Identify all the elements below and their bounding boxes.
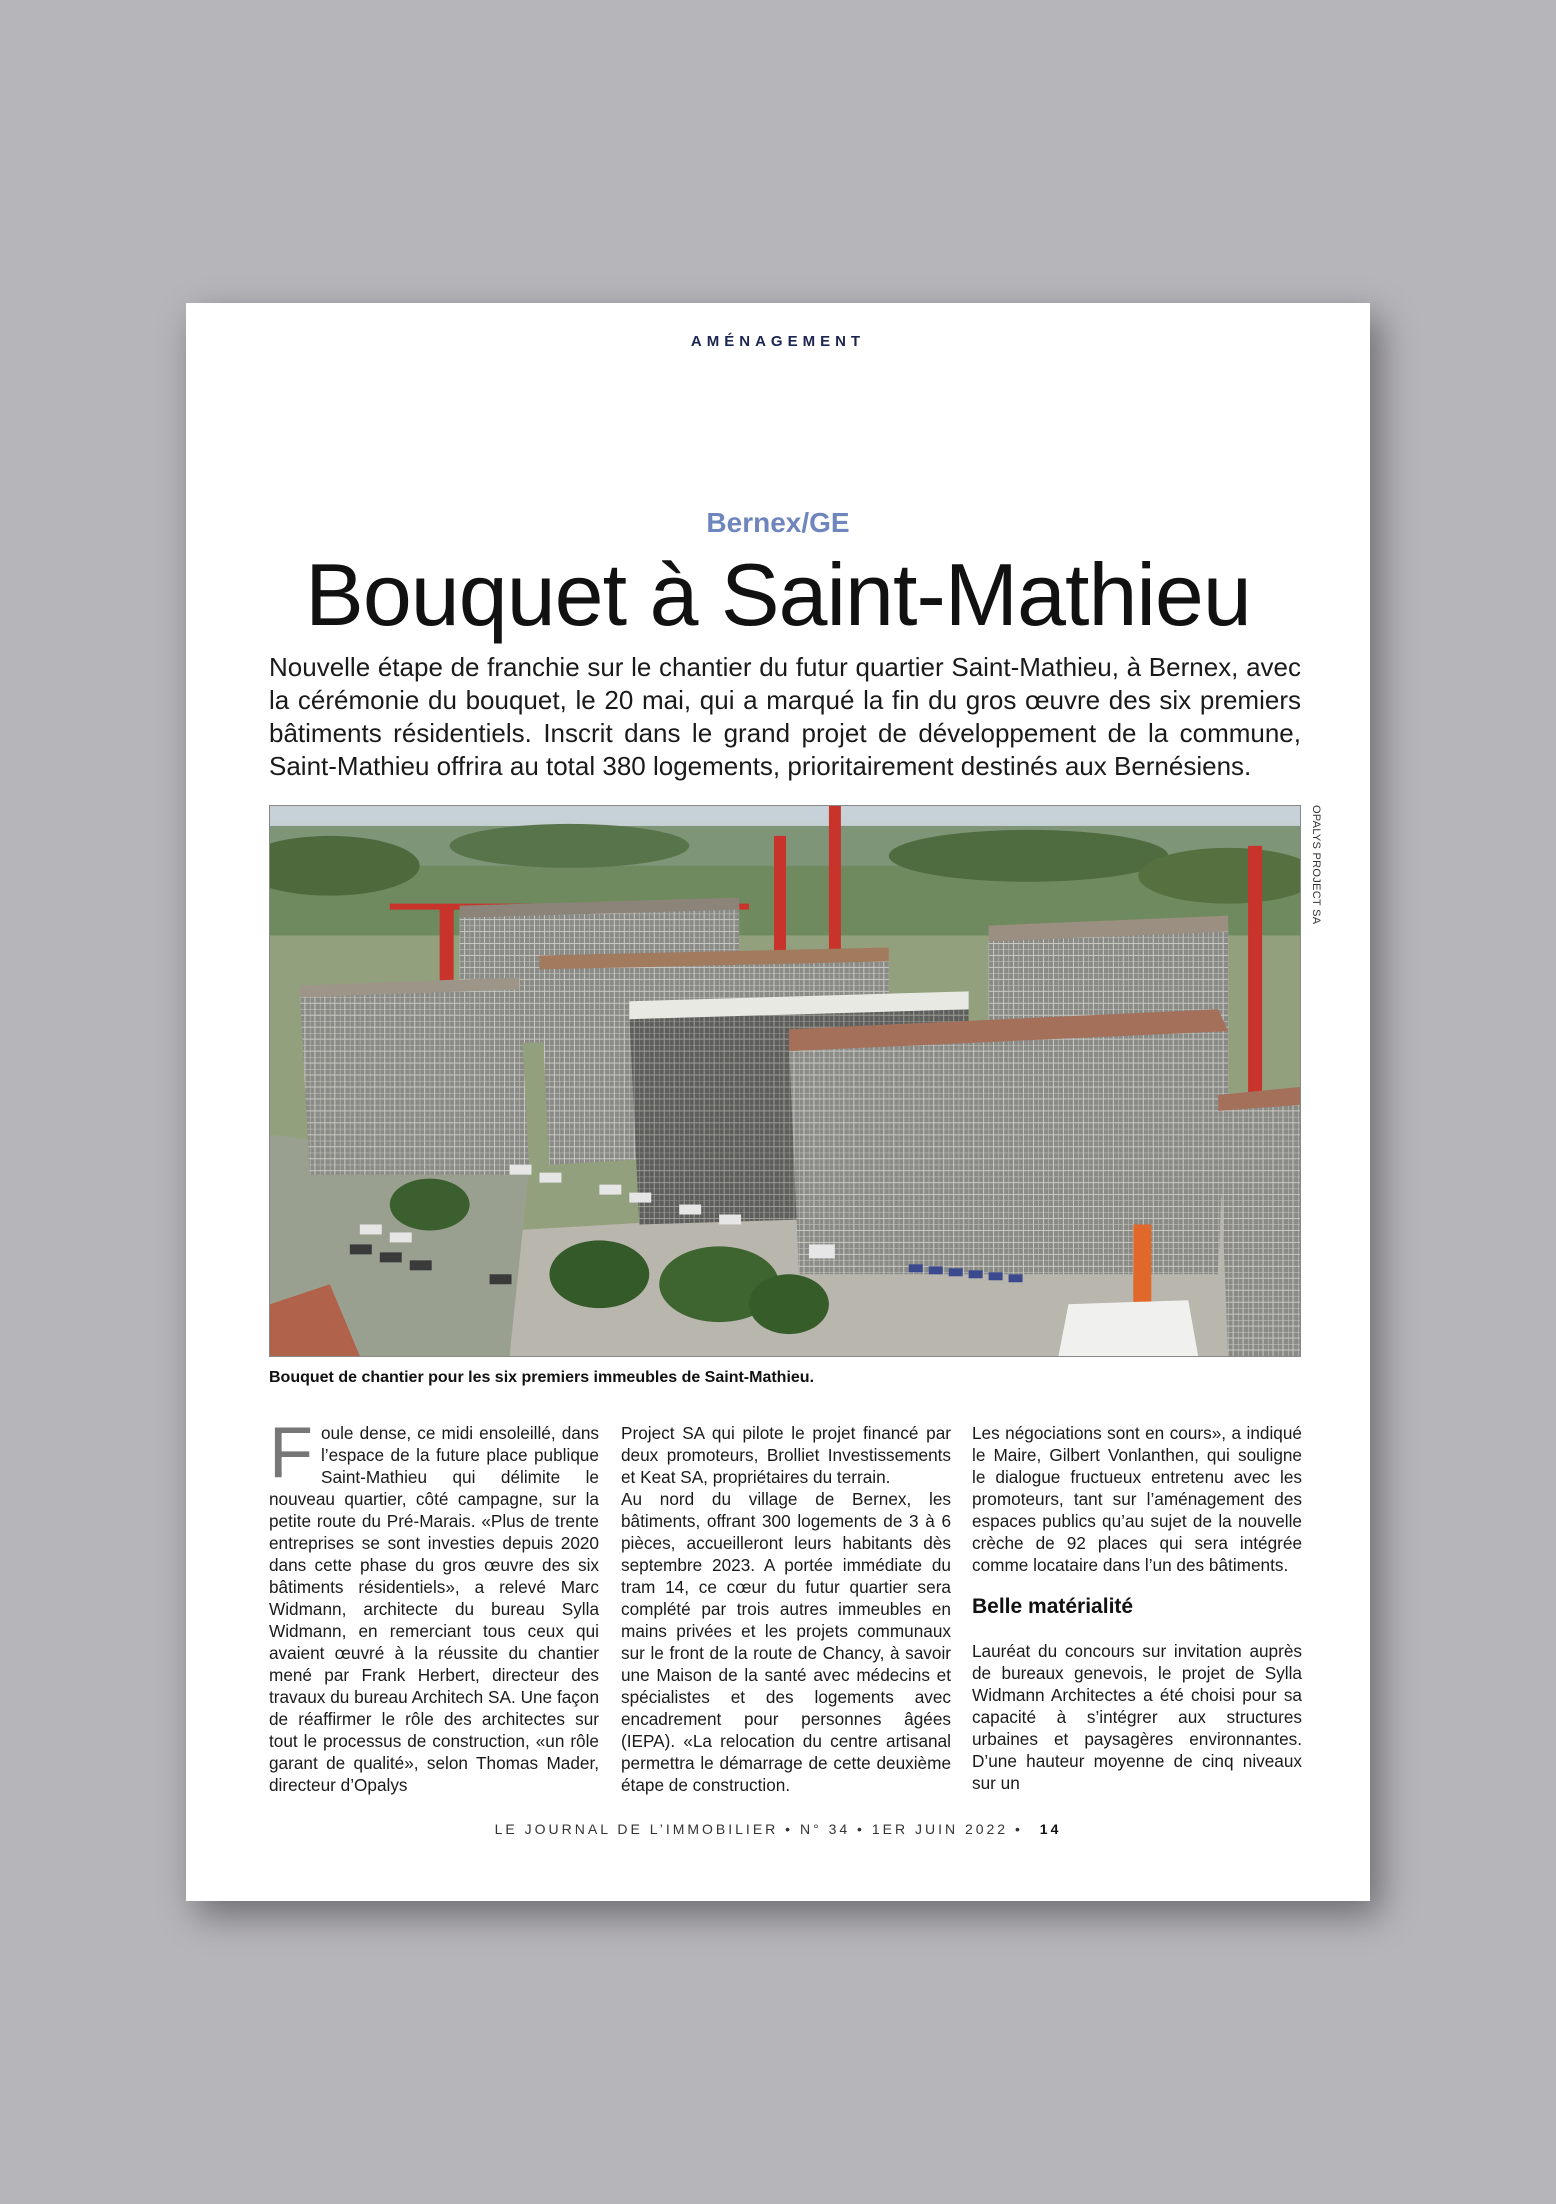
aerial-construction-illustration xyxy=(270,806,1300,1356)
drop-cap: F xyxy=(269,1413,313,1493)
page-number: 14 xyxy=(1039,1821,1062,1837)
article-subhead: Belle matérialité xyxy=(972,1595,1134,1618)
construction-site-photo xyxy=(269,805,1301,1357)
section-label: AMÉNAGEMENT xyxy=(690,333,866,350)
article-headline: Bouquet à Saint-Mathieu xyxy=(305,545,1251,644)
article-column-3 xyxy=(972,1422,1302,1794)
article-paragraph: Foule dense, ce midi ensoleillé, dans l’espace de la future place publique Saint-Mathieu qui délimite le nouveau quartier, côté campagne, sur la petite route du Pré-Marais. «Plus de trente entreprises se sont investies depuis 2020 dans cette phase du gros œuvre des six bâtiments résidentiels», a relevé Marc Widmann, architecte du bureau Sylla Widmann, en remerciant tous ceux qui avaient œuvré à la réussite du chantier mené par Frank Herbert, directeur des travaux du bureau Architech SA. Une façon de réaffirmer le rôle des architectes sur tout le processus de construction, «un rôle garant de qualité», selon Thomas Mader, directeur d’Opalys xyxy=(269,1413,599,1795)
page-footer: LE JOURNAL DE L’IMMOBILIER • N° 34 • 1ER JUIN 2022 • 14 xyxy=(494,1821,1062,1837)
photo-credit: OPALYS PROJECT SA xyxy=(1310,805,1322,925)
article-paragraph: Project SA qui pilote le projet financé par deux promoteurs, Brolliet Investissements et Keat SA, propriétaires du terrain. xyxy=(621,1423,951,1487)
article-paragraph: Lauréat du concours sur invitation auprès de bureaux genevois, le projet de Sylla Widmann Architectes a été choisi pour sa capacité à s’intégrer aux structures urbaines et paysagères environnantes. D’une hauteur moyenne de cinq niveaux sur un xyxy=(972,1641,1302,1793)
issue-number: N° 34 xyxy=(799,1821,851,1837)
article-paragraph: Au nord du village de Bernex, les bâtiments, offrant 300 logements de 3 à 6 pièces, accueilleront leurs habitants dès septembre 2023. A portée immédiate du tram 14, ce cœur du futur quartier sera complété par trois autres immeubles en mains privées et les projets communaux sur le front de la route de Chancy, à savoir une Maison de la santé avec médecins et spécialistes et des logements avec encadrement pour personnes âgées (IEPA). «La relocation du centre artisanal permettra le démarrage de cette deuxième étape de construction. xyxy=(621,1489,951,1795)
magazine-page xyxy=(186,303,1370,1901)
article-lead: Nouvelle étape de franchie sur le chantier du futur quartier Saint-Mathieu, à Bernex, avec la cérémonie du bouquet, le 20 mai, qui a marqué la fin du gros œuvre des six premiers bâtiments résidentiels. Inscrit dans le grand projet de développement de la commune, Saint-Mathieu offrira au total 380 logements, prioritairement destinés aux Bernésiens. xyxy=(269,652,1301,781)
article-column-1 xyxy=(269,1413,599,1796)
article-kicker: Bernex/GE xyxy=(706,507,850,538)
publication-name: LE JOURNAL DE L’IMMOBILIER xyxy=(494,1821,779,1837)
issue-date: 1ER JUIN 2022 xyxy=(871,1821,1009,1837)
article-column-2 xyxy=(621,1422,951,1796)
article-paragraph: Les négociations sont en cours», a indiqué le Maire, Gilbert Vonlanthen, qui souligne le dialogue fructueux entretenu avec les promoteurs, tant sur l’aménagement des espaces publics qu’au sujet de la nouvelle crèche de 92 places qui sera intégrée comme locataire dans l’un des bâtiments. xyxy=(972,1423,1302,1575)
photo-caption: Bouquet de chantier pour les six premiers immeubles de Saint-Mathieu. xyxy=(269,1369,815,1386)
